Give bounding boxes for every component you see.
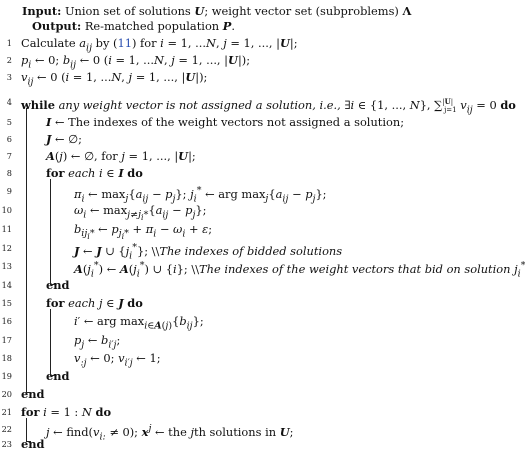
line-number: 14 <box>1 280 12 290</box>
line-text: $p_i$ ← 0; $b_{ij}$ ← 0 (i = 1, ...N, j = 1, ..., |U|); <box>21 53 251 71</box>
line-number: 18 <box>1 353 12 363</box>
line-number: 12 <box>1 243 12 253</box>
line-text: $v_{:j}$ ← 0; $v_{i'j}$ ← 1; <box>74 351 161 369</box>
algorithm-line <box>0 148 517 164</box>
line-text: $\pi_i$ ← $\max_j\{a_{ij} - p_j\}$; $j_i^*$ ← arg $\max_j\{a_{ij} - p_j\}$; <box>74 185 327 205</box>
line-number: 2 <box>6 55 12 65</box>
while-block-tick <box>26 392 31 393</box>
line-number: 19 <box>1 371 12 381</box>
line-number: 16 <box>1 316 12 326</box>
line-text: for each j ∈ J do <box>46 296 143 310</box>
line-number: 11 <box>1 224 12 234</box>
line-text: $b_{ij_i*}$ ← $p_{j_i*} + \pi_i - \omega_i + \varepsilon$; <box>74 222 213 242</box>
line-text: $v_{ij}$ ← 0 (i = 1, ...N, j = 1, ..., |U|); <box>21 70 208 88</box>
line-text: Calculate $a_{ij}$ by (11) for i = 1, ...N, j = 1, ..., |U|; <box>21 36 298 54</box>
line-number: 9 <box>6 186 12 196</box>
line-number: 5 <box>6 117 12 127</box>
line-number: 7 <box>6 151 12 161</box>
for-block-rule <box>26 418 27 441</box>
algorithm-line <box>0 277 517 293</box>
line-number: 3 <box>6 72 12 82</box>
algorithm-line <box>0 94 517 116</box>
line-number: 10 <box>1 205 12 215</box>
for-block-rule <box>50 179 51 284</box>
algorithm-line <box>0 332 517 351</box>
line-text: $p_j$ ← $b_{i'j}$; <box>74 333 121 351</box>
output-label: Output: <box>32 19 82 33</box>
algorithm-line <box>0 350 517 369</box>
output-text: Re-matched population P. <box>84 19 235 33</box>
line-number: 21 <box>1 407 12 417</box>
line-number: 17 <box>1 335 12 345</box>
algorithm-line <box>0 35 517 54</box>
algorithm-line <box>0 386 517 402</box>
for-block-tick <box>50 375 55 376</box>
algorithm-line <box>0 202 517 223</box>
line-number: 8 <box>6 168 12 178</box>
for-block-tick <box>50 284 55 285</box>
line-number: 23 <box>1 439 12 449</box>
input-label: Input: <box>22 4 62 18</box>
for-block-rule <box>50 309 51 375</box>
line-number: 20 <box>1 389 12 399</box>
line-text: for each i ∈ I do <box>46 166 143 180</box>
algorithm-line <box>0 52 517 71</box>
algorithm-line <box>0 165 517 181</box>
input-text: Union set of solutions U; weight vector set (subproblems) Λ <box>64 4 412 18</box>
for-block-tick <box>26 441 31 442</box>
line-text: J ← J ∪ $\{j_i^*\}$; \\The indexes of bidded solutions <box>74 242 343 262</box>
line-text: $\omega_i$ ← $\max_{j\ne j_i*}\{a_{ij} - p_j\}$; <box>74 203 207 223</box>
line-text: while any weight vector is not assigned a solution, i.e., ∃i ∈ {1, ..., N}, ∑$^{|U|}_{j=1}$ $v_{ij} = 0$ do <box>21 97 516 116</box>
line-text: end <box>21 437 45 451</box>
line-number: 15 <box>1 298 12 308</box>
while-block-rule <box>26 108 27 392</box>
algorithm-output <box>32 19 235 33</box>
algorithm-line <box>0 258 525 280</box>
line-text: for i = 1 : N do <box>21 405 112 419</box>
algorithm-line <box>0 313 517 332</box>
algorithm-line <box>0 183 517 205</box>
algorithm-line <box>0 114 517 130</box>
line-text: A(j) ← ∅, for j = 1, ..., |U|; <box>46 149 196 163</box>
line-text: j ← $find(v_{i:} \ne 0)$; $x^j$ ← the jth solutions in U; <box>46 423 294 443</box>
algorithm-line <box>0 131 517 147</box>
algorithm-line <box>0 240 517 262</box>
line-text: i′ ← arg $\max_{i\in A(j)}\{b_{ij}\}$; <box>74 314 204 332</box>
line-text: end <box>46 369 70 383</box>
algorithm-line <box>0 404 517 420</box>
line-number: 22 <box>1 424 12 434</box>
line-number: 13 <box>1 261 12 271</box>
line-text: $A(j_i^*)$ ← $A(j_i^*)$ ∪ {i}; \\The indexes of the weight vectors that bid on solution $j_i^*$ <box>74 260 525 280</box>
line-number: 1 <box>6 38 12 48</box>
algorithm-input <box>22 4 411 18</box>
algorithm-line <box>0 69 517 88</box>
line-text: I ← The indexes of the weight vectors not assigned a solution; <box>46 115 405 129</box>
algorithm-line <box>0 436 517 452</box>
algorithm-line <box>0 221 517 242</box>
line-text: end <box>46 278 70 292</box>
algorithm-line <box>0 295 517 311</box>
line-text: end <box>21 387 45 401</box>
algorithm-line <box>0 368 517 384</box>
line-text: J ← ∅; <box>46 132 82 146</box>
algorithm-line <box>0 421 517 443</box>
line-number: 6 <box>6 134 12 144</box>
line-number: 4 <box>6 97 12 107</box>
